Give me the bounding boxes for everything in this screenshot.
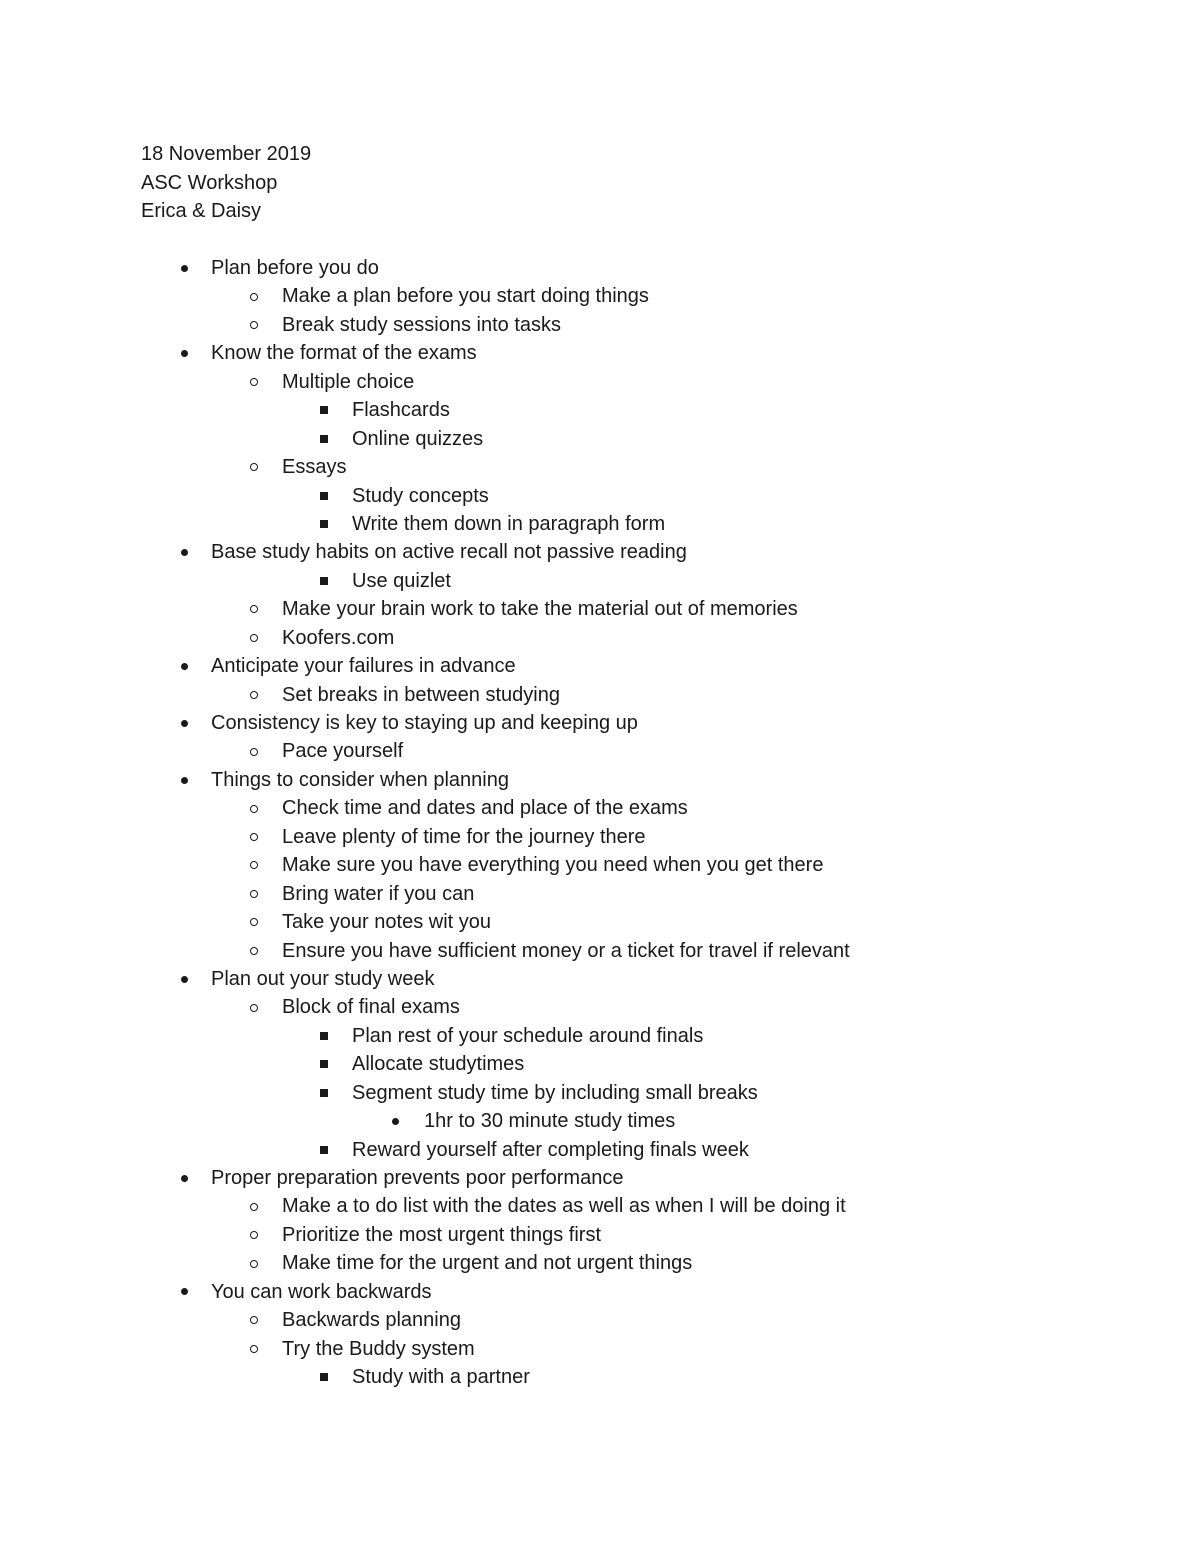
hollow-bullet-icon (247, 880, 261, 908)
filled-bullet-icon (177, 538, 191, 566)
list-item (0, 1079, 1200, 1107)
list-item (0, 282, 1200, 310)
list-item-text: Things to consider when planning (211, 768, 509, 791)
list-item-text: Study with a partner (352, 1366, 530, 1389)
list-item-text: Use quizlet (352, 569, 451, 592)
list-item-text: Make a plan before you start doing things (282, 285, 649, 308)
square-bullet-icon (317, 567, 331, 595)
hollow-bullet-icon (247, 937, 261, 965)
list-item (0, 1050, 1200, 1078)
list-item (0, 396, 1200, 424)
filled-bullet-icon (388, 1107, 402, 1135)
list-item (0, 1136, 1200, 1164)
square-bullet-icon (317, 396, 331, 424)
list-item-text: Make your brain work to take the material out of memories (282, 598, 798, 621)
list-item-text: Prioritize the most urgent things first (282, 1223, 602, 1246)
list-item (0, 1335, 1200, 1363)
hollow-bullet-icon (247, 1249, 261, 1277)
list-item-text: Reward yourself after completing finals week (352, 1138, 749, 1161)
hollow-bullet-icon (247, 595, 261, 623)
list-item-text: Make time for the urgent and not urgent things (282, 1252, 693, 1275)
list-item (0, 538, 1200, 566)
document-authors: Erica & Daisy (141, 200, 262, 222)
list-item-text: Pace yourself (282, 740, 404, 763)
list-item-text: Block of final exams (282, 996, 460, 1019)
list-item (0, 1107, 1200, 1135)
hollow-bullet-icon (247, 851, 261, 879)
list-item (0, 1192, 1200, 1220)
list-item-text: Set breaks in between studying (282, 683, 560, 706)
hollow-bullet-icon (247, 453, 261, 481)
square-bullet-icon (317, 510, 331, 538)
list-item (0, 1249, 1200, 1277)
list-item (0, 567, 1200, 595)
hollow-bullet-icon (247, 794, 261, 822)
list-item (0, 1022, 1200, 1050)
list-item-text: Consistency is key to staying up and keeping up (211, 712, 638, 734)
list-item-text: Segment study time by including small breaks (352, 1081, 758, 1104)
hollow-bullet-icon (247, 624, 261, 652)
square-bullet-icon (317, 425, 331, 453)
list-item (0, 709, 1200, 737)
hollow-bullet-icon (247, 908, 261, 936)
bullet-outline (0, 254, 1200, 1392)
list-item-text: Take your notes wit you (282, 911, 491, 934)
square-bullet-icon (317, 1022, 331, 1050)
square-bullet-icon (317, 1136, 331, 1164)
list-item (0, 652, 1200, 680)
list-item (0, 1306, 1200, 1334)
list-item (0, 595, 1200, 623)
list-item-text: 1hr to 30 minute study times (424, 1110, 676, 1133)
list-item-text: Multiple choice (282, 370, 415, 393)
square-bullet-icon (317, 1079, 331, 1107)
list-item (0, 851, 1200, 879)
list-item-text: Write them down in paragraph form (352, 512, 666, 535)
hollow-bullet-icon (247, 737, 261, 765)
list-item (0, 482, 1200, 510)
list-item-text: Anticipate your failures in advance (211, 655, 516, 678)
filled-bullet-icon (177, 652, 191, 680)
filled-bullet-icon (177, 766, 191, 794)
list-item-text: Online quizzes (352, 427, 484, 450)
hollow-bullet-icon (247, 368, 261, 396)
list-item-text: Study concepts (352, 484, 489, 507)
hollow-bullet-icon (247, 1335, 261, 1363)
list-item (0, 1363, 1200, 1391)
list-item (0, 965, 1200, 993)
list-item-text: Bring water if you can (282, 882, 475, 905)
filled-bullet-icon (177, 1164, 191, 1192)
list-item (0, 993, 1200, 1021)
square-bullet-icon (317, 1363, 331, 1391)
list-item-text: Check time and dates and place of the exams (282, 797, 688, 820)
list-item-text: Leave plenty of time for the journey there (282, 825, 646, 848)
list-item (0, 368, 1200, 396)
list-item-text: Make sure you have everything you need when you get there (282, 854, 824, 877)
list-item-text: Break study sessions into tasks (282, 313, 562, 336)
list-item-text: Plan before you do (211, 257, 379, 279)
list-item (0, 1164, 1200, 1192)
hollow-bullet-icon (247, 823, 261, 851)
list-item-text: You can work backwards (211, 1280, 432, 1303)
hollow-bullet-icon (247, 1221, 261, 1249)
list-item-text: Make a to do list with the dates as well as when I will be doing it (282, 1195, 846, 1218)
hollow-bullet-icon (247, 282, 261, 310)
list-item-text: Plan out your study week (211, 967, 435, 990)
list-item-text: Know the format of the exams (211, 342, 477, 365)
list-item-text: Base study habits on active recall not passive reading (211, 541, 687, 564)
list-item (0, 766, 1200, 794)
list-item-text: Essays (282, 456, 347, 479)
list-item-text: Ensure you have sufficient money or a ticket for travel if relevant (282, 939, 850, 962)
hollow-bullet-icon (247, 681, 261, 709)
list-item-text: Proper preparation prevents poor performance (211, 1167, 624, 1189)
list-item-text: Backwards planning (282, 1309, 461, 1332)
list-item (0, 425, 1200, 453)
document-header (141, 140, 311, 226)
list-item (0, 937, 1200, 965)
list-item (0, 880, 1200, 908)
list-item (0, 908, 1200, 936)
list-item (0, 311, 1200, 339)
hollow-bullet-icon (247, 993, 261, 1021)
list-item (0, 254, 1200, 282)
hollow-bullet-icon (247, 1192, 261, 1220)
filled-bullet-icon (177, 965, 191, 993)
filled-bullet-icon (177, 709, 191, 737)
list-item (0, 624, 1200, 652)
square-bullet-icon (317, 1050, 331, 1078)
square-bullet-icon (317, 482, 331, 510)
list-item (0, 1221, 1200, 1249)
list-item-text: Allocate studytimes (352, 1053, 525, 1076)
filled-bullet-icon (177, 254, 191, 282)
list-item (0, 510, 1200, 538)
list-item (0, 794, 1200, 822)
list-item-text: Flashcards (352, 399, 450, 422)
list-item (0, 737, 1200, 765)
list-item (0, 339, 1200, 367)
document-title: ASC Workshop (141, 171, 278, 194)
hollow-bullet-icon (247, 1306, 261, 1334)
list-item-text: Plan rest of your schedule around finals (352, 1024, 704, 1047)
filled-bullet-icon (177, 1278, 191, 1306)
list-item (0, 453, 1200, 481)
filled-bullet-icon (177, 339, 191, 367)
list-item-text: Try the Buddy system (282, 1337, 475, 1360)
list-item (0, 1278, 1200, 1306)
hollow-bullet-icon (247, 311, 261, 339)
list-item (0, 823, 1200, 851)
document-date: 18 November 2019 (141, 143, 312, 165)
list-item-text: Koofers.com (282, 626, 395, 649)
list-item (0, 681, 1200, 709)
